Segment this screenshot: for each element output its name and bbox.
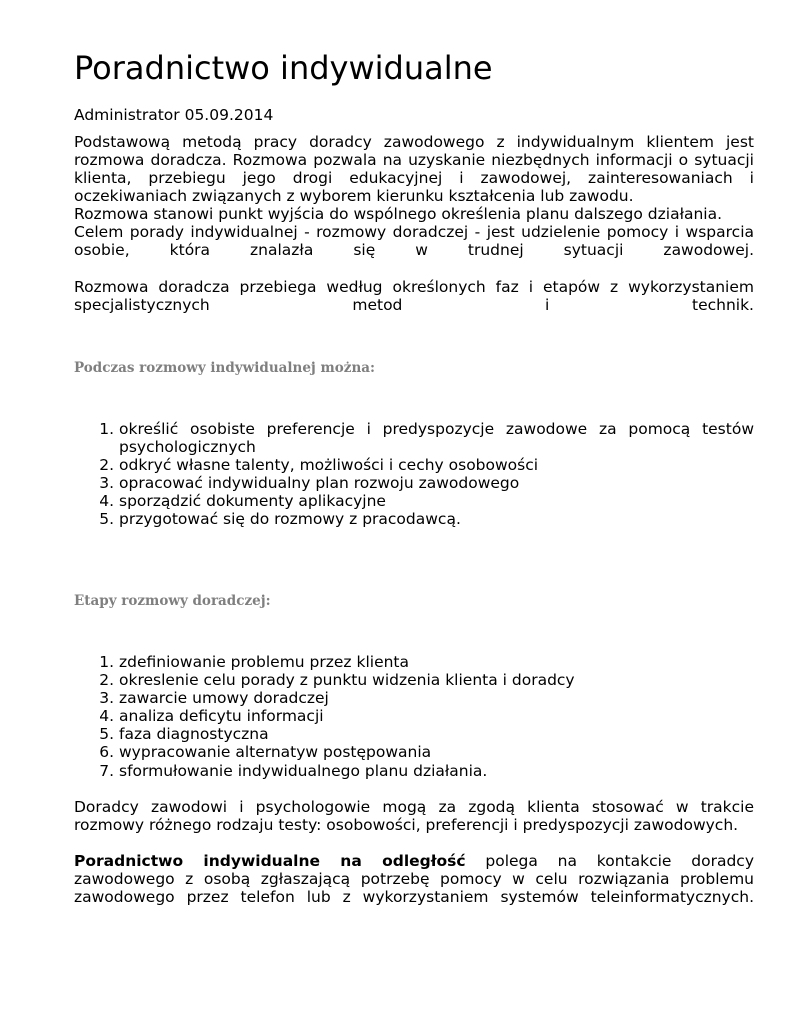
list-item: 3. zawarcie umowy doradczej xyxy=(119,689,754,707)
list-item: 3. opracować indywidualny plan rozwoju zawodowego xyxy=(119,474,754,492)
stages-list xyxy=(74,653,754,780)
remote-counseling-term: Poradnictwo indywidualne na odległość xyxy=(74,852,466,870)
intro-paragraph-4: Rozmowa doradcza przebiega według określonych faz i etapów z wykorzystaniem specjalistycznych metod i technik. xyxy=(74,278,754,315)
tests-paragraph: Doradcy zawodowi i psychologowie mogą za zgodą klienta stosować w trakcie rozmowy różnego rodzaju testy: osobowości, preferencji i predyspozycji zawodowych. xyxy=(74,798,754,835)
list-item: 5. faza diagnostyczna xyxy=(119,725,754,743)
page-title: Poradnictwo indywidualne xyxy=(74,49,493,87)
list-item: 4. sporządzić dokumenty aplikacyjne xyxy=(119,492,754,510)
list-item: 5. przygotować się do rozmowy z pracodawcą. xyxy=(119,510,754,528)
intro-paragraph-1: Podstawową metodą pracy doradcy zawodowego z indywidualnym klientem jest rozmowa doradcza. Rozmowa pozwala na uzyskanie niezbędnych informacji o sytuacji klienta, przebiegu jego drogi edukacyjnej i zawodowej, zainteresowaniach i oczekiwaniach związanych z wyborem kierunku kształcenia lub zawodu. xyxy=(74,133,754,206)
list-item: 2. odkryć własne talenty, możliwości i cechy osobowości xyxy=(119,456,754,474)
author-date: Administrator 05.09.2014 xyxy=(74,106,274,124)
intro-paragraph-2: Rozmowa stanowi punkt wyjścia do wspólnego określenia planu dalszego działania. xyxy=(74,205,723,223)
remote-counseling-paragraph xyxy=(74,852,754,906)
list-item: 2. okreslenie celu porady z punktu widzenia klienta i doradcy xyxy=(119,671,754,689)
section-heading-stages: Etapy rozmowy doradczej: xyxy=(74,593,271,609)
list-item: 1. określić osobiste preferencje i predyspozycje zawodowe za pomocą testów psychologicznych xyxy=(119,420,754,456)
list-item: 4. analiza deficytu informacji xyxy=(119,707,754,725)
remote-counseling-text: polega na kontakcie doradcy zawodowego z osobą zgłaszającą potrzebę pomocy w celu rozwiązania problemu zawodowego przez telefon lub z wykorzystaniem systemów teleinformatycznych. xyxy=(74,852,754,907)
possibilities-list xyxy=(74,420,754,529)
list-item: 6. wypracowanie alternatyw postępowania xyxy=(119,743,754,761)
list-item: 7. sformułowanie indywidualnego planu działania. xyxy=(119,762,754,780)
section-heading-possibilities: Podczas rozmowy indywidualnej można: xyxy=(74,360,376,376)
list-item: 1. zdefiniowanie problemu przez klienta xyxy=(119,653,754,671)
intro-paragraph-3: Celem porady indywidualnej - rozmowy doradczej - jest udzielenie pomocy i wsparcia osobie, która znalazła się w trudnej sytuacji zawodowej. xyxy=(74,223,754,260)
